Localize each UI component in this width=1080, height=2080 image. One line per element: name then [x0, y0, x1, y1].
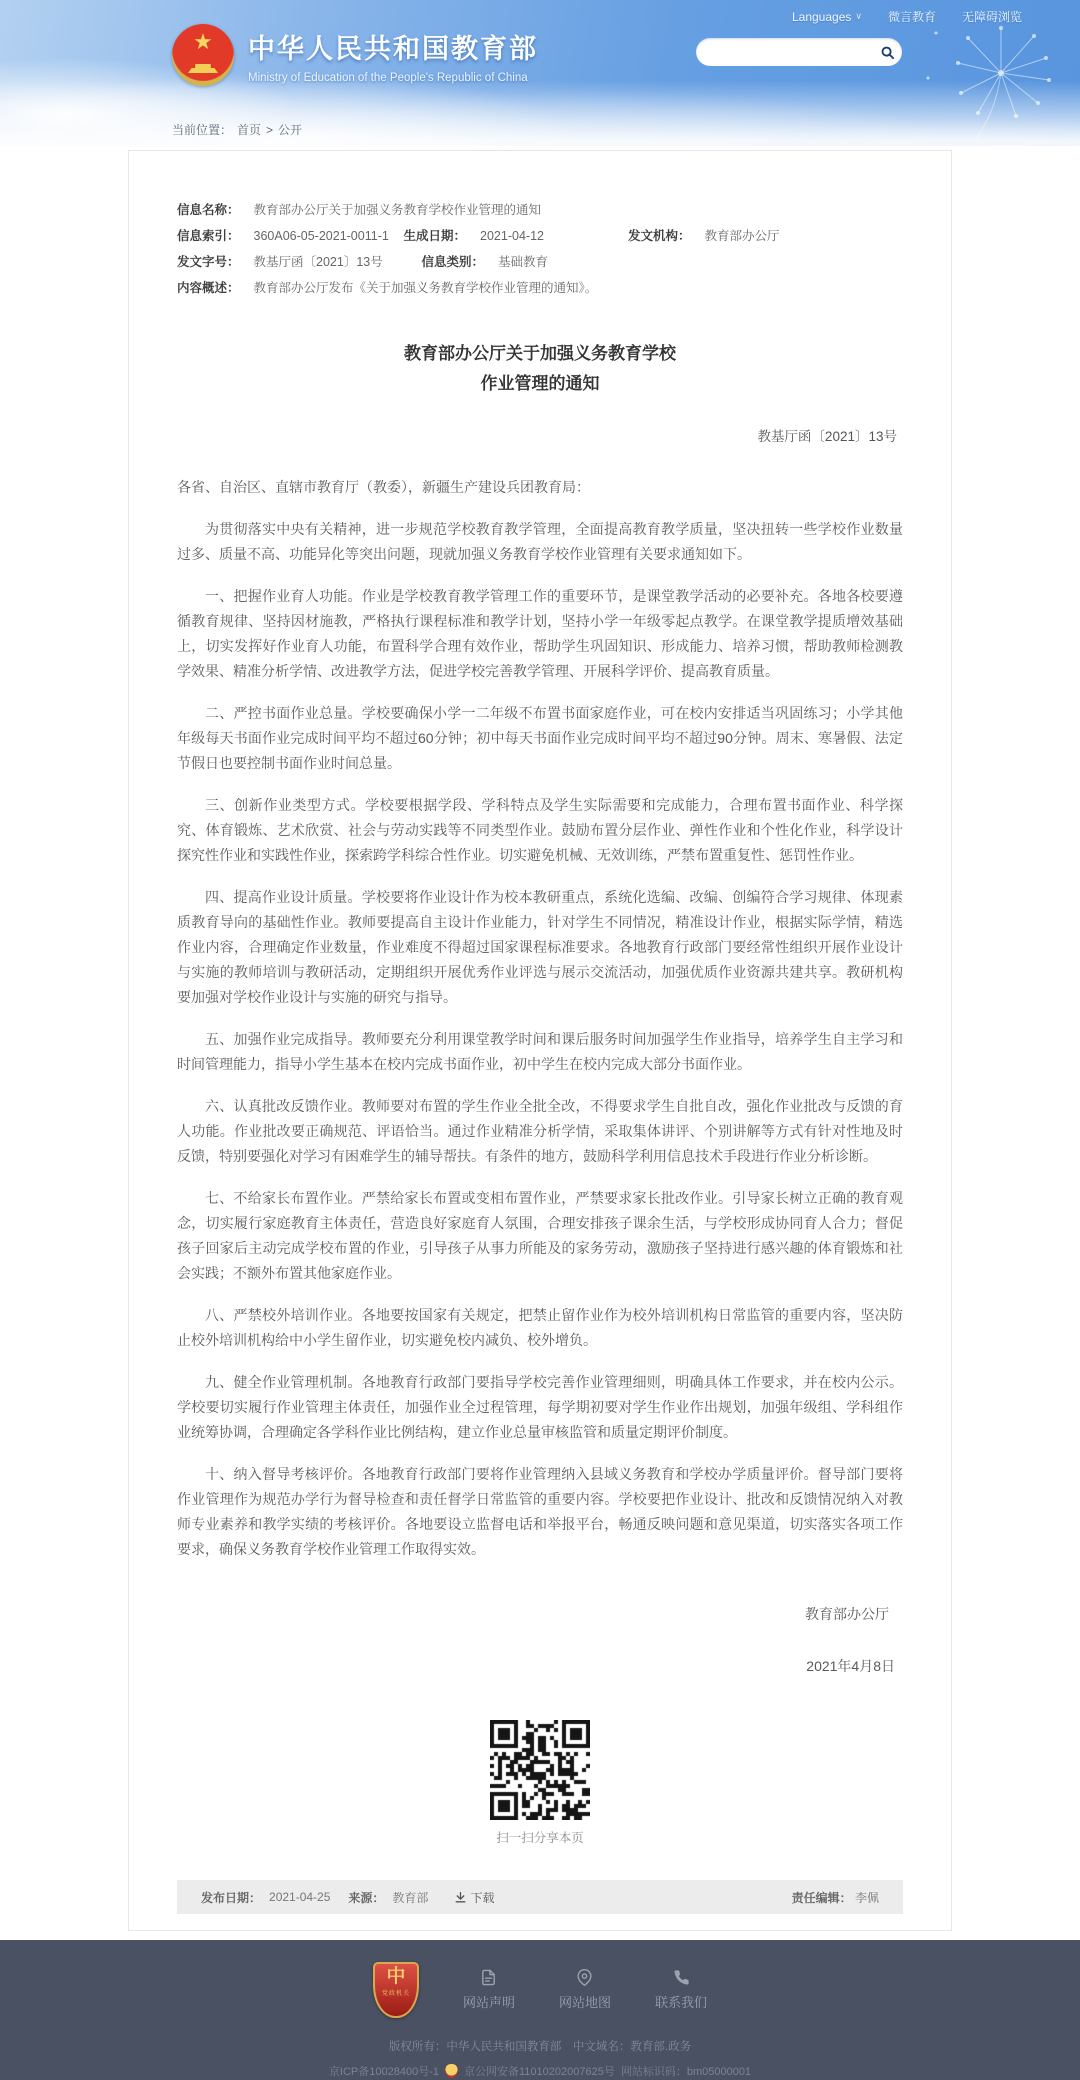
editor-value: 李佩: [854, 1890, 879, 1905]
brand-text: [248, 27, 538, 84]
statement-document-icon: [480, 1969, 497, 1986]
search-input[interactable]: [708, 41, 872, 63]
breadcrumb: [172, 121, 302, 138]
breadcrumb-home-link[interactable]: 首页: [237, 123, 262, 137]
emblem-gate-icon: [188, 64, 218, 73]
badge-symbol: 中: [386, 1966, 406, 1987]
brand: [172, 24, 538, 86]
share-qr-block: [177, 1718, 903, 1846]
article-paragraph: 八、严禁校外培训作业。各地要按国家有关规定，把禁止留作业作为校外培训机构日常监管的重要内容，坚决防止校外培训机构给中小学生留作业，切实避免校内减负、校外增负。: [177, 1307, 903, 1348]
dandelion-decoration: [916, 18, 1066, 143]
document-meta-table: [177, 197, 903, 301]
site-code: 网站标识码：bm05000001: [620, 2066, 752, 2078]
footer-nav: [373, 1962, 707, 2018]
article-doc-number: 教基厅函〔2021〕13号: [757, 429, 897, 444]
meta-summary-label: 内容概述：: [177, 281, 240, 295]
meta-row-index: [177, 223, 903, 249]
phone-icon: [673, 1969, 690, 1986]
government-site-badge: [373, 1962, 419, 2018]
qr-caption: 扫一扫分享本页: [496, 1831, 584, 1845]
meta-row-summary: [177, 275, 903, 301]
download-button[interactable]: [454, 1889, 494, 1906]
editor-label: 责任编辑：: [791, 1890, 852, 1905]
document-info-left: [201, 1889, 494, 1906]
article-title: [177, 339, 903, 399]
emblem-star-icon: ★: [193, 29, 213, 54]
breadcrumb-current: 公开: [278, 123, 303, 137]
download-icon: [454, 1891, 467, 1904]
meta-date-label: 生成日期：: [403, 229, 467, 243]
article-title-line1: 教育部办公厅关于加强义务教育学校: [404, 344, 676, 363]
source-label: 来源：: [348, 1890, 385, 1905]
article-paragraph: 三、创新作业类型方式。学校要根据学段、学科特点及学生实际需要和完成能力，合理布置书面作业、科学探究、体育锻炼、艺术欣赏、社会与劳动实践等不同类型作业。鼓励布置分层作业、弹性作业和个性化作业，科学设计探究性作业和实践性作业，探索跨学科综合性作业。切实避免机械、无效训练，严禁布置重复性、惩罚性作业。: [177, 797, 903, 863]
footer-registration-line: [329, 2063, 751, 2079]
source-value: 教育部: [392, 1890, 429, 1905]
footer-link-label: 联系我们: [655, 1995, 708, 2010]
meta-summary-value: 教育部办公厅发布《关于加强义务教育学校作业管理的通知》。: [253, 281, 598, 295]
article-paragraph: 为贯彻落实中央有关精神，进一步规范学校教育教学管理，全面提高教育教学质量，坚决扭转一些学校作业数量过多、质量不高、功能异化等突出问题，现就加强义务教育学校作业管理有关要求通知如下。: [177, 521, 903, 562]
meta-row-docno: [177, 249, 903, 275]
police-number: 京公网安备11010202007625号: [463, 2066, 615, 2078]
article-salutation: 各省、自治区、直辖市教育厅（教委），新疆生产建设兵团教育局：: [177, 479, 590, 495]
footer-link-label: 网站声明: [462, 1995, 515, 2010]
site-header: [0, 0, 1080, 146]
search-icon: [880, 45, 895, 60]
publish-date-value: 2021-04-25: [269, 1890, 331, 1904]
meta-docno-label: 发文字号：: [177, 255, 240, 269]
article-title-line2: 作业管理的通知: [480, 374, 600, 393]
document-info-right: [792, 1889, 879, 1906]
document-card: [128, 150, 952, 1931]
meta-agency-label: 发文机构：: [628, 229, 691, 243]
search-box: [696, 38, 902, 66]
breadcrumb-separator: >: [266, 122, 274, 137]
article-paragraph: 六、认真批改反馈作业。教师要对布置的学生作业全批全改，不得要求学生自批自改，强化作业批改与反馈的育人功能。作业批改要正确规范、评语恰当。通过作业精准分析学情，采取集体讲评、个别讲解等方式有针对性地及时反馈，特别要强化对学习有困难学生的辅导帮扶。有条件的地方，鼓励科学利用信息技术手段进行作业分析诊断。: [177, 1098, 903, 1164]
weiyan-label: 微言教育: [887, 10, 936, 24]
qr-frame: [488, 1718, 592, 1822]
footer-link-label: 网站地图: [558, 1995, 611, 2010]
article-paragraph: 七、不给家长布置作业。严禁给家长布置或变相布置作业，严禁要求家长批改作业。引导家长树立正确的教育观念，切实履行家庭教育主体责任，营造良好家庭育人氛围，合理安排孩子课余生活，与学校形成协同育人合力；督促孩子回家后主动完成学校布置的作业，引导孩子从事力所能及的家务劳动，激励孩子坚持进行感兴趣的体育锻炼和社会实践；不额外布置其他家庭作业。: [177, 1190, 903, 1281]
article-paragraph: 九、健全作业管理机制。各地教育行政部门要指导学校完善作业管理细则，明确具体工作要求，并在校内公示。学校要切实履行作业管理主体责任，加强作业全过程管理，每学期初要对学生作业作出规划，加强年级组、学科组作业统筹协调，合理确定各学科作业比例结构，建立作业总量审核监管和质量定期评价制度。: [177, 1374, 903, 1440]
meta-category-label: 信息类别：: [421, 255, 485, 269]
meta-row-name: [177, 197, 903, 223]
badge-label: 党政机关: [381, 1991, 410, 1997]
meta-docno-value: 教基厅函〔2021〕13号: [253, 255, 383, 269]
meta-name-value: 教育部办公厅关于加强义务教育学校作业管理的通知: [253, 203, 542, 217]
publish-date-label: 发布日期：: [201, 1890, 262, 1905]
national-emblem-logo: [172, 24, 234, 86]
police-badge-icon: [445, 2064, 458, 2078]
article-paragraph: 五、加强作业完成指导。教师要充分利用课堂教学时间和课后服务时间加强学生作业指导，培养学生自主学习和时间管理能力，指导小学生基本在校内完成书面作业，初中学生在校内完成大部分书面作业。: [177, 1031, 903, 1072]
footer-link-statement[interactable]: [463, 1969, 515, 2011]
languages-menu[interactable]: [792, 10, 862, 24]
article-paragraph: 十、纳入督导考核评价。各地教育行政部门要将作业管理纳入县域义务教育和学校办学质量评价。督导部门要将作业管理作为规范办学行为督导检查和责任督学日常监管的重要内容。学校要把作业设计、批改和反馈情况纳入对教师专业素养和教学实绩的考核评价。各地要设立监督电话和举报平台，畅通反映问题和意见渠道，切实落实各项工作要求，确保义务教育学校作业管理工作取得实效。: [177, 1466, 903, 1557]
accessibility-label: 无障碍浏览: [961, 10, 1022, 24]
meta-index-label: 信息索引：: [177, 229, 240, 243]
search-button[interactable]: [872, 38, 902, 66]
icp-number: 京ICP备10028400号-1: [328, 2066, 439, 2078]
site-footer: [0, 1940, 1080, 2080]
article-paragraph: 四、提高作业设计质量。学校要将作业设计作为校本教研重点，系统化选编、改编、创编符合学习规律、体现素质教育导向的基础性作业。教师要提高自主设计作业能力，针对学生不同情况，精准设计作业，根据实际学情，精选作业内容，合理确定作业数量，作业难度不得超过国家课程标准要求。各地教育行政部门要经常性组织开展作业设计与实施的教师培训与教研活动，定期组织开展优秀作业评选与展示交流活动，加强优质作业资源共建共享。教研机构要加强对学校作业设计与实施的研究与指导。: [177, 889, 903, 1005]
main-content-area: [0, 146, 1080, 1940]
share-qr-code: [490, 1720, 590, 1820]
download-label: 下载: [470, 1890, 495, 1905]
languages-label: Languages: [791, 9, 852, 24]
site-subtitle: Ministry of Education of the People's Republic of China: [248, 71, 528, 84]
chevron-down-icon: ∨: [855, 11, 862, 21]
meta-date-value: 2021-04-12: [480, 229, 544, 243]
meta-category-value: 基础教育: [498, 255, 549, 269]
footer-link-contact[interactable]: [655, 1969, 707, 2011]
meta-agency-value: 教育部办公厅: [704, 229, 780, 243]
article-paragraph: 一、把握作业育人功能。作业是学校教育教学管理工作的重要环节，是课堂教学活动的必要补充。各地各校要遵循教育规律、坚持因材施教，严格执行课程标准和教学计划，坚持小学一年级零起点教学。在课堂教学提质增效基础上，切实发挥好作业育人功能，布置科学合理有效作业，帮助学生巩固知识、形成能力、培养习惯，帮助教师检测教学效果、精准分析学情、改进教学方法，促进学校完善教学管理、开展科学评价、提高教育质量。: [177, 588, 903, 679]
map-pin-icon: [576, 1969, 593, 1986]
article-sign-date: 2021年4月8日: [806, 1658, 895, 1674]
footer-copyright: 版权所有：中华人民共和国教育部 中文域名：教育部.政务: [388, 2041, 692, 2053]
breadcrumb-label: 当前位置：: [172, 123, 233, 137]
article-paragraph: 二、严控书面作业总量。学校要确保小学一二年级不布置书面家庭作业，可在校内安排适当巩固练习；小学其他年级每天书面作业完成时间平均不超过60分钟；初中每天书面作业完成时间平均不超过90分钟。周末、寒暑假、法定节假日也要控制书面作业时间总量。: [177, 705, 903, 771]
article-signer: 教育部办公厅: [805, 1606, 889, 1622]
meta-name-label: 信息名称：: [177, 203, 240, 217]
document-info-bar: [177, 1880, 903, 1914]
footer-link-sitemap[interactable]: [559, 1969, 611, 2011]
site-title: 中华人民共和国教育部: [248, 33, 538, 64]
meta-index-value: 360A06-05-2021-0011-1: [253, 229, 389, 243]
